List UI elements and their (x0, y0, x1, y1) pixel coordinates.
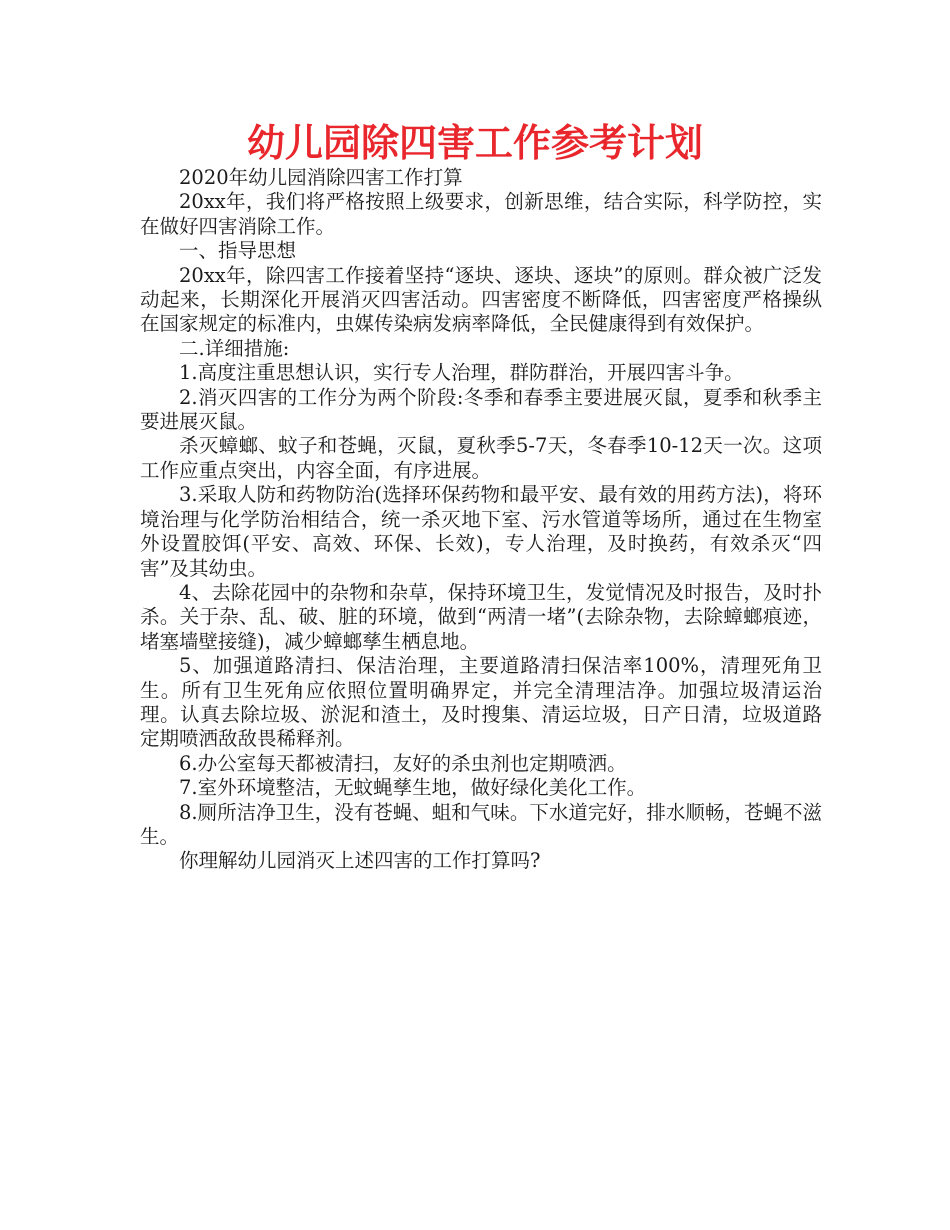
measure-item-6: 6.办公室每天都被清扫，友好的杀虫剂也定期喷洒。 (179, 751, 627, 775)
paragraph-closing-question: 你理解幼儿园消灭上述四害的工作打算吗? (179, 849, 541, 873)
section-heading-measures: 二.详细措施: (179, 336, 290, 360)
measure-item-4: 4、去除花园中的杂物和杂草，保持环境卫生，发觉情况及时报告，及时扑杀。关于杂、乱、破、脏的环境，做到“两清一堵”(去除杂物，去除蟑螂痕迹，堵塞墙壁接缝)，减少蟑螂孳生栖息地。 (140, 580, 822, 653)
paragraph-guiding-thought: 20xx年，除四害工作接着坚持“逐块、逐块、逐块”的原则。群众被广泛发动起来，长期深化开展消灭四害活动。四害密度不断降低，四害密度严格操纵在国家规定的标准内，虫媒传染病发病率降低，全民健康得到有效保护。 (140, 263, 822, 336)
paragraph-plan-heading: 2020年幼儿园消除四害工作打算 (179, 166, 463, 189)
measure-item-3: 3.采取人防和药物防治(选择环保药物和最平安、最有效的用药方法)，将环境治理与化学防治相结合，统一杀灭地下室、污水管道等场所，通过在生物室外设置胶饵(平安、高效、环保、长效)，专人治理，及时换药，有效杀灭“四害”及其幼虫。 (140, 483, 822, 580)
measure-item-7: 7.室外环境整洁，无蚊蝇孳生地，做好绿化美化工作。 (179, 776, 647, 800)
measure-item-2-detail: 杀灭蟑螂、蚊子和苍蝇，灭鼠，夏秋季5-7天，冬春季10-12天一次。这项工作应重点突出，内容全面，有序进展。 (140, 434, 822, 482)
section-heading-guiding-thought: 一、指导思想 (179, 239, 297, 263)
measure-item-5: 5、加强道路清扫、保洁治理，主要道路清扫保洁率100%，清理死角卫生。所有卫生死角应依照位置明确界定，并完全清理洁净。加强垃圾清运治理。认真去除垃圾、淤泥和渣土，及时搜集、清运垃圾，日产日清，垃圾道路定期喷洒敌敌畏稀释剂。 (140, 654, 822, 751)
measure-item-8: 8.厕所洁净卫生，没有苍蝇、蛆和气味。下水道完好，排水顺畅，苍蝇不滋生。 (140, 800, 822, 848)
measure-item-1: 1.高度注重思想认识，实行专人治理，群防群治，开展四害斗争。 (179, 361, 744, 385)
document-body (140, 166, 822, 874)
measure-item-2: 2.消灭四害的工作分为两个阶段:冬季和春季主要进展灭鼠，夏季和秋季主要进展灭鼠。 (140, 385, 822, 434)
paragraph-intro: 20xx年，我们将严格按照上级要求，创新思维，结合实际，科学防控，实在做好四害消除工作。 (140, 190, 822, 238)
document-title: 幼儿园除四害工作参考计划 (246, 121, 703, 165)
